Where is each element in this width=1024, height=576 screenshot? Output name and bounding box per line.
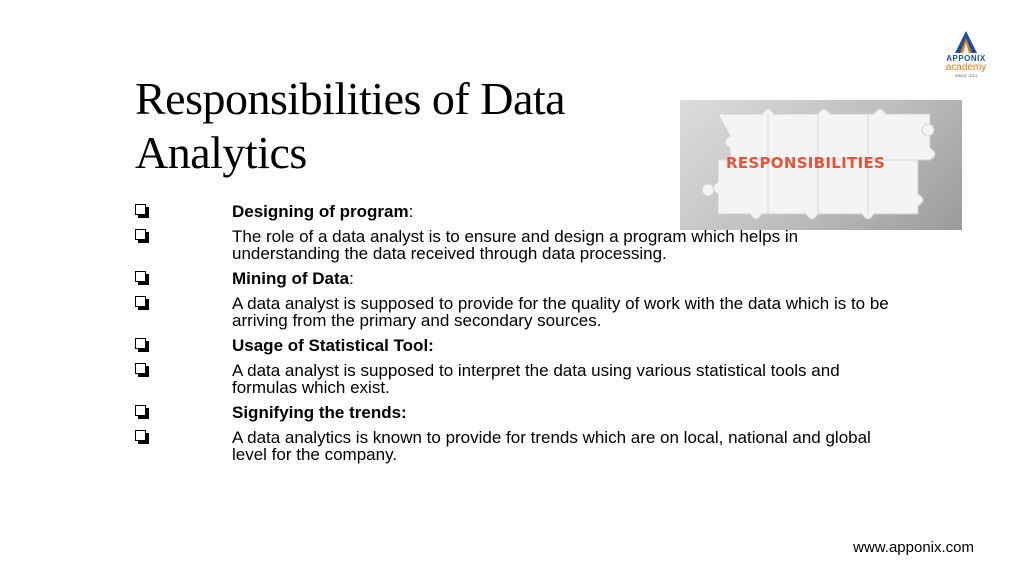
checkbox-bullet-icon: [135, 229, 146, 240]
checkbox-bullet-icon: [135, 296, 146, 307]
bullet-text: A data analyst is supposed to provide for the quality of work with the data which is to be arriving from the primary and secondary sources.: [232, 294, 889, 330]
checkbox-bullet-icon: [135, 430, 146, 441]
title-line-2: Analytics: [135, 127, 307, 178]
checkbox-bullet-icon: [135, 405, 146, 416]
apponix-logo-icon: [954, 30, 978, 54]
bullet-colon: :: [408, 202, 414, 221]
logo-since: SINCE 2013: [954, 73, 978, 78]
list-item: [135, 337, 895, 354]
website-link[interactable]: www.apponix.com: [853, 539, 974, 556]
puzzle-label: RESPONSIBILITIES: [726, 154, 886, 172]
bullet-heading: Mining of Data: [232, 269, 350, 288]
list-item: [135, 203, 895, 220]
checkbox-bullet-icon: [135, 204, 146, 215]
bullet-colon: :: [349, 269, 354, 288]
bullet-heading: Usage of Statistical Tool:: [232, 336, 434, 355]
list-item: [135, 429, 895, 463]
logo-brand: APPONIX: [946, 54, 986, 63]
checkbox-bullet-icon: [135, 271, 146, 282]
slide-title: [135, 72, 695, 180]
title-line-1: Responsibilities of Data: [135, 73, 566, 124]
list-item: [135, 295, 895, 329]
bullet-heading: Signifying the trends:: [232, 403, 407, 422]
list-item: [135, 228, 895, 262]
list-item: [135, 404, 895, 421]
list-item: [135, 270, 895, 287]
bullet-list: [135, 203, 895, 471]
logo-sub: academy: [945, 62, 987, 73]
checkbox-bullet-icon: [135, 338, 146, 349]
bullet-text: A data analyst is supposed to interpret the data using various statistical tools and formulas which exist.: [232, 361, 840, 397]
checkbox-bullet-icon: [135, 363, 146, 374]
bullet-heading: Designing of program: [232, 202, 409, 221]
list-item: [135, 362, 895, 396]
bullet-text: A data analytics is known to provide for trends which are on local, national and global level for the company.: [232, 428, 871, 464]
bullet-text: The role of a data analyst is to ensure and design a program which helps in understanding the data received through data processing.: [232, 227, 799, 263]
apponix-logo: [930, 30, 1002, 90]
